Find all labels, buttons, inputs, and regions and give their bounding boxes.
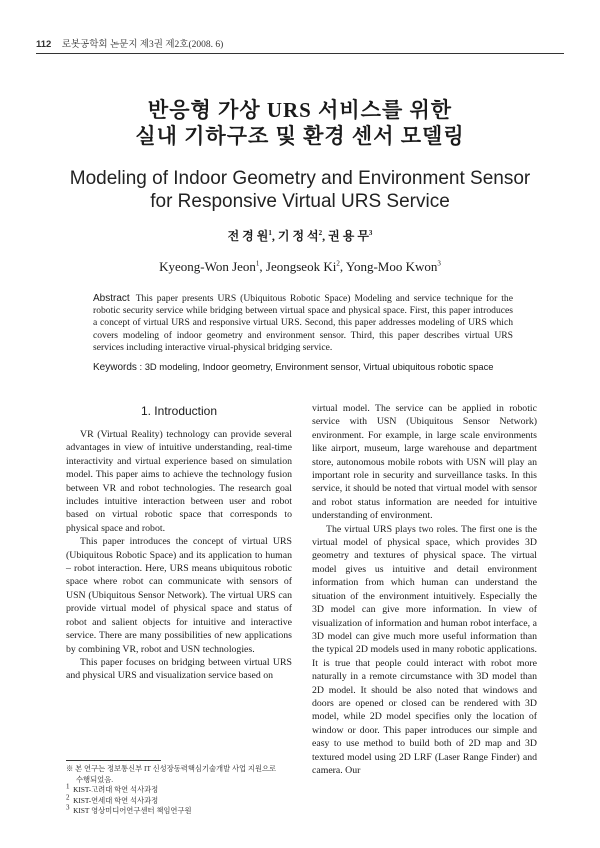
- abstract: [93, 293, 513, 354]
- author-en-3: Yong-Moo Kwon: [345, 259, 438, 274]
- affiliation-text: KIST-연세대 학연 석사과정: [73, 795, 159, 805]
- right-column: [312, 402, 537, 777]
- abstract-text: This paper presents URS (Ubiquitous Robotic Space) Modeling and service technique for the robotic security service while bridging between virtual space and physical space. First, this paper introduces a concept of virtual URS and responsive virtual URS. Second, this paper addresses modeling of URS which covers modeling of indoor geometry and environment sensor. Third, this paper describes virtual URS services including interactive virual-physical bridging service.: [93, 293, 513, 353]
- affil-mark-2: 2: [336, 259, 340, 268]
- author-sep: ,: [322, 229, 329, 243]
- affiliation-text: KIST-고려대 학연 석사과정: [73, 785, 159, 794]
- author-ko-2: 기 정 석: [277, 229, 319, 243]
- funding-note-cont: 수행되었음.: [76, 774, 114, 784]
- footnote-rule: [66, 760, 161, 761]
- funding-note: ※ 본 연구는 정보통신부 IT 신성장동력핵심기술개발 사업 지원으로: [66, 764, 277, 773]
- left-column: [66, 428, 292, 683]
- fn-mark: 2: [66, 793, 70, 802]
- affil-mark-2: 2: [318, 229, 323, 237]
- keywords: [93, 361, 523, 373]
- english-title-line2: for Responsive Virtual URS Service: [150, 191, 450, 212]
- fn-mark: 3: [66, 803, 70, 812]
- affiliation-text: KIST 영상미디어연구센터 책임연구원: [73, 806, 192, 815]
- body-paragraph: The virtual URS plays two roles. The first one is the virtual model of physical space, which provides 3D geometry and textures of physical space. The virtual model gives us intuitive and detail environment information from which human can understand the situation of the environment intuitively. Especially the 3D model can give more information. In view of visualization of information and human robot interface, a 3D model can give much more useful information than the typical 2D models used in many robotic applications. It is true that people could interact with robot more naturally in a remote circumstance with 3D model than 2D model. It should be also noted that windows and doors are opened or closed can be rendered with 3D model, while 2D model specifies only the location of window or door. This paper introduces our simple and easy to use method to build both of 2D map and 3D textured model using 2D LRF (Laser Range Finder) and camera. Our: [312, 523, 537, 776]
- body-paragraph: This paper focuses on bridging between virtual URS and physical URS and visualization service based on: [66, 656, 292, 682]
- body-paragraph: VR (Virtual Reality) technology can provide several advantages in view of intuitive understanding, real-time interactivity and virtual experience based on simulation model. This paper aims to achieve the technology fusion between VR and robot technologies. The research goal includes intuitive interaction between user and robot based on virtual robotic space that corresponds to physical space and robot.: [66, 429, 292, 534]
- author-sep: ,: [259, 259, 266, 274]
- korean-title-line1: 반응형 가상 URS 서비스를 위한: [147, 98, 453, 122]
- header-rule: [36, 53, 564, 54]
- english-title-line1: Modeling of Indoor Geometry and Environment Sensor: [69, 168, 531, 189]
- korean-authors: [0, 227, 600, 244]
- author-en-2: Jeongseok Ki: [265, 259, 337, 274]
- keywords-text: : 3D modeling, Indoor geometry, Environment sensor, Virtual ubiquitous robotic space: [136, 361, 494, 372]
- affiliation-2: [66, 793, 292, 807]
- journal-name: 로봇공학회 논문지 제3권 제2호(2008. 6): [61, 40, 224, 50]
- affil-mark-1: 1: [268, 229, 272, 237]
- section-heading-introduction: 1. Introduction: [140, 404, 218, 418]
- author-sep: ,: [339, 259, 346, 274]
- korean-title-line2: 실내 기하구조 및 환경 센서 모델링: [135, 124, 465, 148]
- keywords-label: Keywords: [93, 362, 137, 373]
- author-en-1: Kyeong-Won Jeon: [159, 259, 256, 274]
- affil-mark-3: 3: [368, 229, 373, 237]
- page-number: 112: [36, 39, 52, 50]
- affil-mark-1: 1: [255, 259, 260, 268]
- english-authors: [0, 259, 600, 275]
- author-ko-1: 전 경 원: [227, 229, 269, 243]
- affil-mark-3: 3: [437, 259, 441, 268]
- running-header: [36, 36, 564, 50]
- affiliation-3: [66, 803, 292, 817]
- body-paragraph: virtual model. The service can be applied in robotic service with USN (Ubiquitous Sensor Network) environment. For example, in large scale environments like airport, museum, large warehouse and department store, autonomous mobile robots with USN will play an important role in security and surveillance tasks. In this service, it should be noted that virtual model with sensor and robot status information are needed for intuitive understanding of environment.: [312, 403, 537, 522]
- footnotes: [66, 764, 292, 817]
- abstract-label: Abstract: [93, 293, 130, 304]
- author-ko-3: 권 용 무: [328, 229, 369, 243]
- author-sep: ,: [271, 229, 278, 243]
- body-paragraph: This paper introduces the concept of virtual URS (Ubiquitous Robotic Space) and its application to human – robot interaction. Here, URS means ubiquitous robotic space where robot can communicate with sensors of USN (Ubiquitous Sensor Network). The virtual URS can provide virtual model of physical space and status of robot and salient objects for intuitive and interactive service. There are many possibilities of new applications by combining VR, robot and USN technologies.: [66, 536, 292, 655]
- affiliation-1: [66, 782, 292, 796]
- fn-mark: 1: [66, 782, 70, 791]
